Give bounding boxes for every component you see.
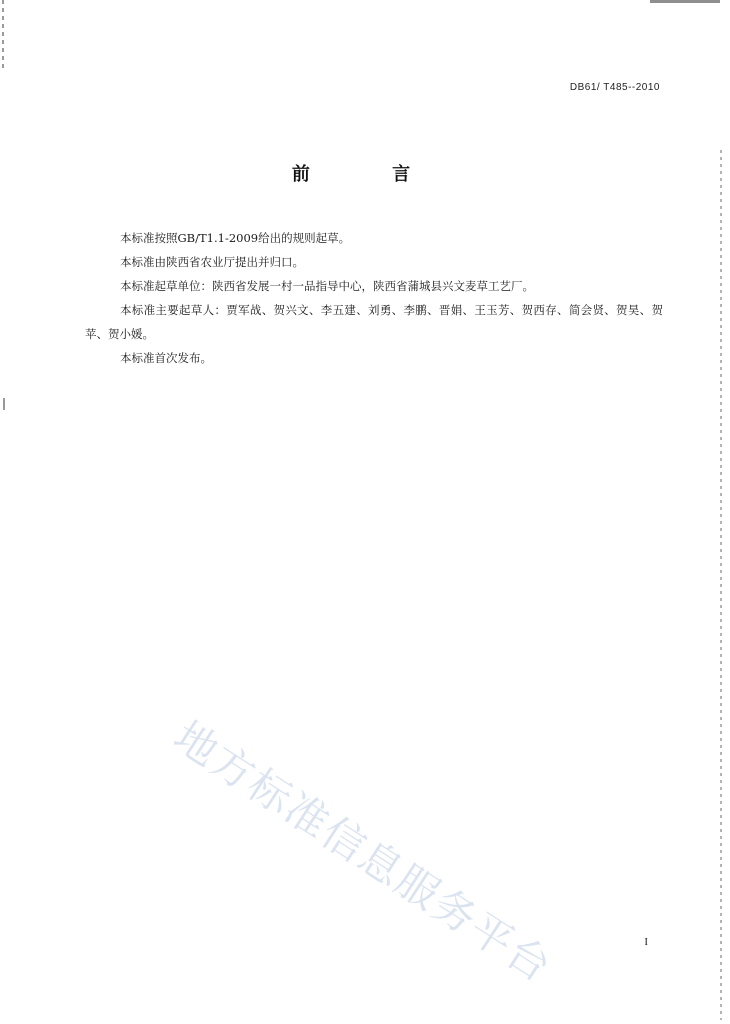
watermark: 地方标准信息服务平台	[165, 711, 562, 993]
paragraph-first-release: 本标准首次发布。	[120, 351, 212, 365]
paragraph-proposer: 本标准由陕西省农业厅提出并归口。	[120, 255, 304, 269]
paragraph-drafting-units: 本标准起草单位：陕西省发展一村一品指导中心，陕西省蒲城县兴文麦草工艺厂。	[120, 279, 534, 293]
page-title: 前 言	[291, 164, 449, 185]
page-number: I	[644, 936, 648, 948]
paragraph-drafting-rules: 本标准按照GB/T1.1-2009给出的规则起草。	[120, 231, 351, 245]
foreword-body	[85, 226, 663, 370]
scan-artifact-left-edge	[2, 0, 4, 70]
scan-artifact-top	[650, 0, 720, 3]
scan-artifact-left-mark	[3, 398, 5, 410]
standard-code: DB61/ T485--2010	[569, 82, 660, 93]
scan-artifact-right-edge	[720, 150, 722, 1020]
paragraph-drafters: 本标准主要起草人：贾军战、贺兴文、李五建、刘勇、李鹏、晋娟、王玉芳、贺西存、简会贤、贺昊、贺苹、贺小媛。	[85, 303, 663, 341]
